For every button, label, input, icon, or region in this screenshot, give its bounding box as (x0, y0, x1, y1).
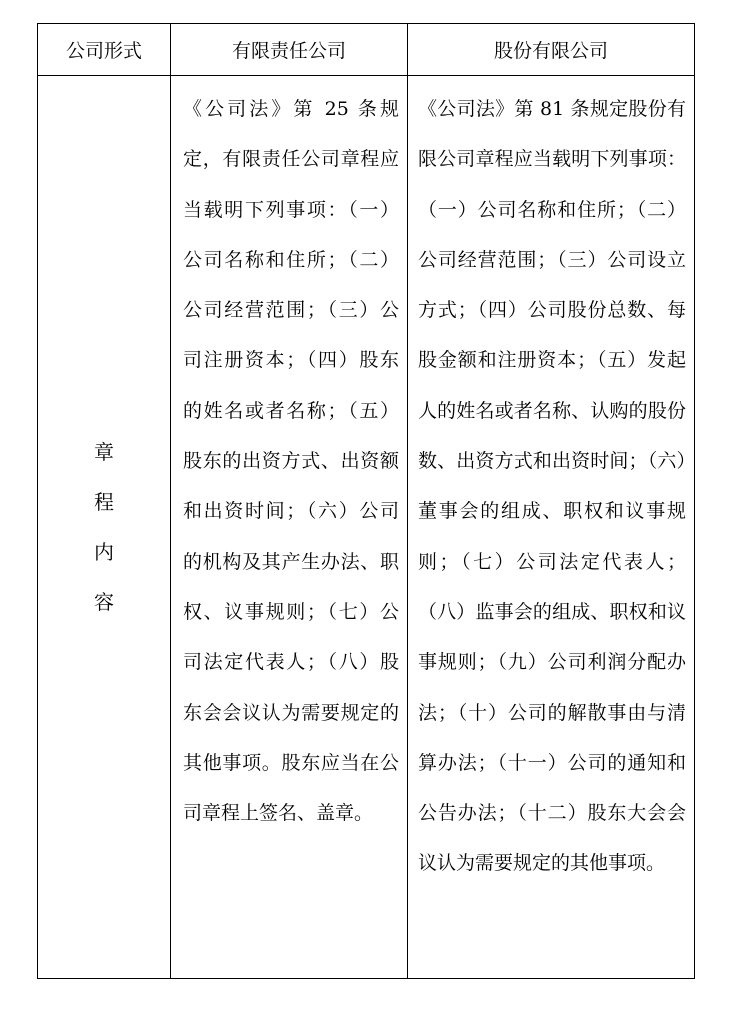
jsc-charter-text: 《公司法》第 81 条规定股份有限公司章程应当载明下列事项：（一）公司名称和住所；（二）公司经营范围；（三）公司设立方式；（四）公司股份总数、每股金额和注册资本；（五）发起人的姓名或者名称、认购的股份数、出资方式和出资时间；（六）董事会的组成、职权和议事规则；（七）公司法定代表人；（八）监事会的组成、职权和议事规则；（九）公司利润分配办法；（十）公司的解散事由与清算办法；（十一）公司的通知和公告办法；（十二）股东大会会议认为需要规定的其他事项。 (418, 98, 686, 875)
header-company-form: 公司形式 (38, 24, 171, 76)
comparison-table (37, 23, 695, 979)
llc-charter-text: 《公司法》第 25 条规定，有限责任公司章程应当载明下列事项：（一）公司名称和住所；（二）公司经营范围；（三）公司注册资本；（四）股东的姓名或者名称；（五）股东的出资方式、出资额和出资时间；（六）公司的机构及其产生办法、职权、议事规则；（七）公司法定代表人；（八）股东会会议认为需要规定的其他事项。股东应当在公司章程上签名、盖章。 (183, 98, 399, 825)
row-label: 章程内容 (94, 440, 114, 614)
jsc-cell (408, 76, 695, 979)
llc-cell (171, 76, 408, 979)
header-llc: 有限责任公司 (171, 24, 408, 76)
table-row (38, 76, 695, 979)
row-label-cell (38, 76, 171, 979)
header-jsc: 股份有限公司 (408, 24, 695, 76)
header-row (38, 24, 695, 76)
